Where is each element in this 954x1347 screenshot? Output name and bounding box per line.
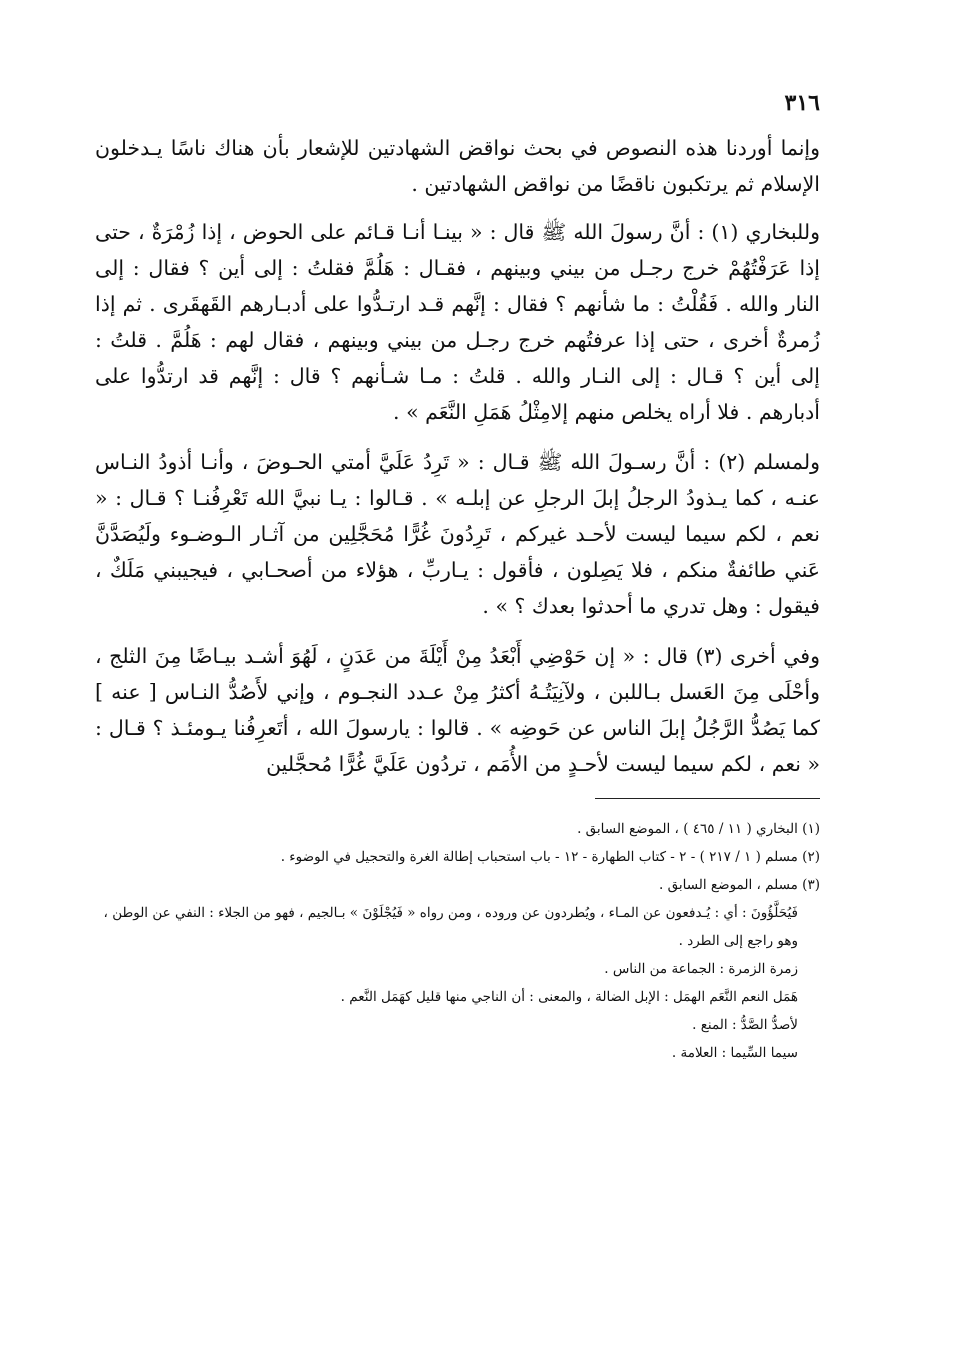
paragraph-bukhari-hadith: وللبخاري (١) : أنَّ رسولَ الله ﷺ قال : « بينـا أنـا قـائم على الحوض ، إذا زُمْرَةٌ ، حتى إذا عَرَفْتُهُمْ خرج رجـل من بيني وبينهم ، فقـال : هَلُمَّ فقلتُ : إلى أين ؟ فقال : إلى النار والله . فَقُلْتُ : ما شأنهم ؟ فقال : إنَّهم قـد ارتـدُّوا على أدبـارهم القَهقَرى . ثم إذا زُمرةٌ أخرى ، حتى إذا عرفتُهم خرج رجـل من بيني وبينهم ، فقال لهم : هَلُمَّ . قلتُ : إلى أين ؟ قـال : إلى النـار والله . قلتُ : مـا شـأنهم ؟ قال : إنَّهم قد ارتدُّوا على أدبارهم . فلا أراه يخلص منهم إلامِثْلُ هَمَلِ النَّعَم » . — [95, 220, 820, 424]
paragraph-another-narration: وفي أخرى (٣) قال : « إن حَوْضِي أَبْعَدُ مِنْ أَيْلَةَ من عَدَنٍ ، لَهُوَ أشـد بيـاضًا مِنَ الثلج ، وأحْلَى مِنَ العَسل بـاللبن ، ولآنِيَتُـهُ أكثرُ مِنْ عـدد النجـوم ، وإني لأَصُدُّ النـاس [ عنه ] كما يَصُدُّ الرَّجُلُ إبلَ الناس عن حَوضِه » . قالوا : يارسولَ الله ، أتَعرِفُنا يـومئـذ ؟ قـال : « نعم ، لكم سيما ليست لأحـدٍ من الأُمَم ، تردُون عَلَيَّ غُرًّا مُحجَّلين — [95, 644, 821, 776]
footnote-3: (٣) مسلم ، الموضع السابق . — [659, 877, 820, 893]
gloss-seema: سيما السِّيما : العلامة . — [671, 1045, 798, 1061]
footnote-2: (٢) مسلم ( ١ / ٢١٧ ) - ٢ - كتاب الطهارة - ١٢ - باب استحباب إطالة الغرة والتحجيل في الوضوء . — [280, 849, 820, 865]
gloss-hamal: هَمَل النعم النَّعَم الهمَل : الإبل الضالة ، والمعنى : أن الناجي منها قليل كهَمَل النَّعم . — [340, 989, 798, 1005]
paragraph-muslim-hadith: ولمسلم (٢) : أنَّ رسـولَ الله ﷺ قـال : « تَرِدُ عَلَيَّ أمتي الحـوضَ ، وأنـا أذودُ النـاس عنـه ، كما يـذودُ الرجلُ إبلَ الرجلِ عن إبلـه » . قـالوا : يـا نبيَّ الله تَعْرِفُنـا ؟ قـال : « نعم ، لكم سيما ليست لأحـد غيركم ، تَرِدُونَ غُرًّا مُحَجَّلِين من آثـار الـوضـوء ولَيُصَدَّنَّ عَني طائفةٌ منكم ، فلا يَصِلون ، فأقول : يـاربِّ ، هؤلاء من أصحـابي ، فيجيبني مَلَكٌ ، فيقول : وهل تدري ما أحدثوا بعدك ؟ » . — [95, 450, 820, 618]
page-number: ٣١٦ — [784, 90, 820, 116]
gloss-zumra: زمرة الزمرة : الجماعة من الناس . — [604, 961, 798, 977]
footnotes — [95, 815, 820, 1067]
gloss-yuhallaoon: فَيُحَلَّؤُونَ : أي : يُـدفعون عن المـاء ، ويُطردون عن وروده ، ومن رواه « فَيُجْلَوْنَ » بـالجيم ، فهو من الجلاء : النفي عن الوطن ، وهو راجع إلى الطرد . — [103, 905, 798, 949]
footnote-1: (١) البخاري ( ١١ / ٤٦٥ ) ، الموضع السابق . — [577, 821, 820, 837]
gloss-asuddu: لأصدُّ الصَّدُّ : المنع . — [692, 1017, 798, 1033]
document-page — [95, 90, 820, 1320]
footnote-divider — [595, 798, 820, 799]
paragraph-intro: وإنما أوردنا هذه النصوص في بحث نواقض الشهادتين للإشعار بأن هناك ناسًا يـدخلون الإسلام ثم يرتكبون ناقضًا من نواقض الشهادتين . — [95, 136, 820, 196]
